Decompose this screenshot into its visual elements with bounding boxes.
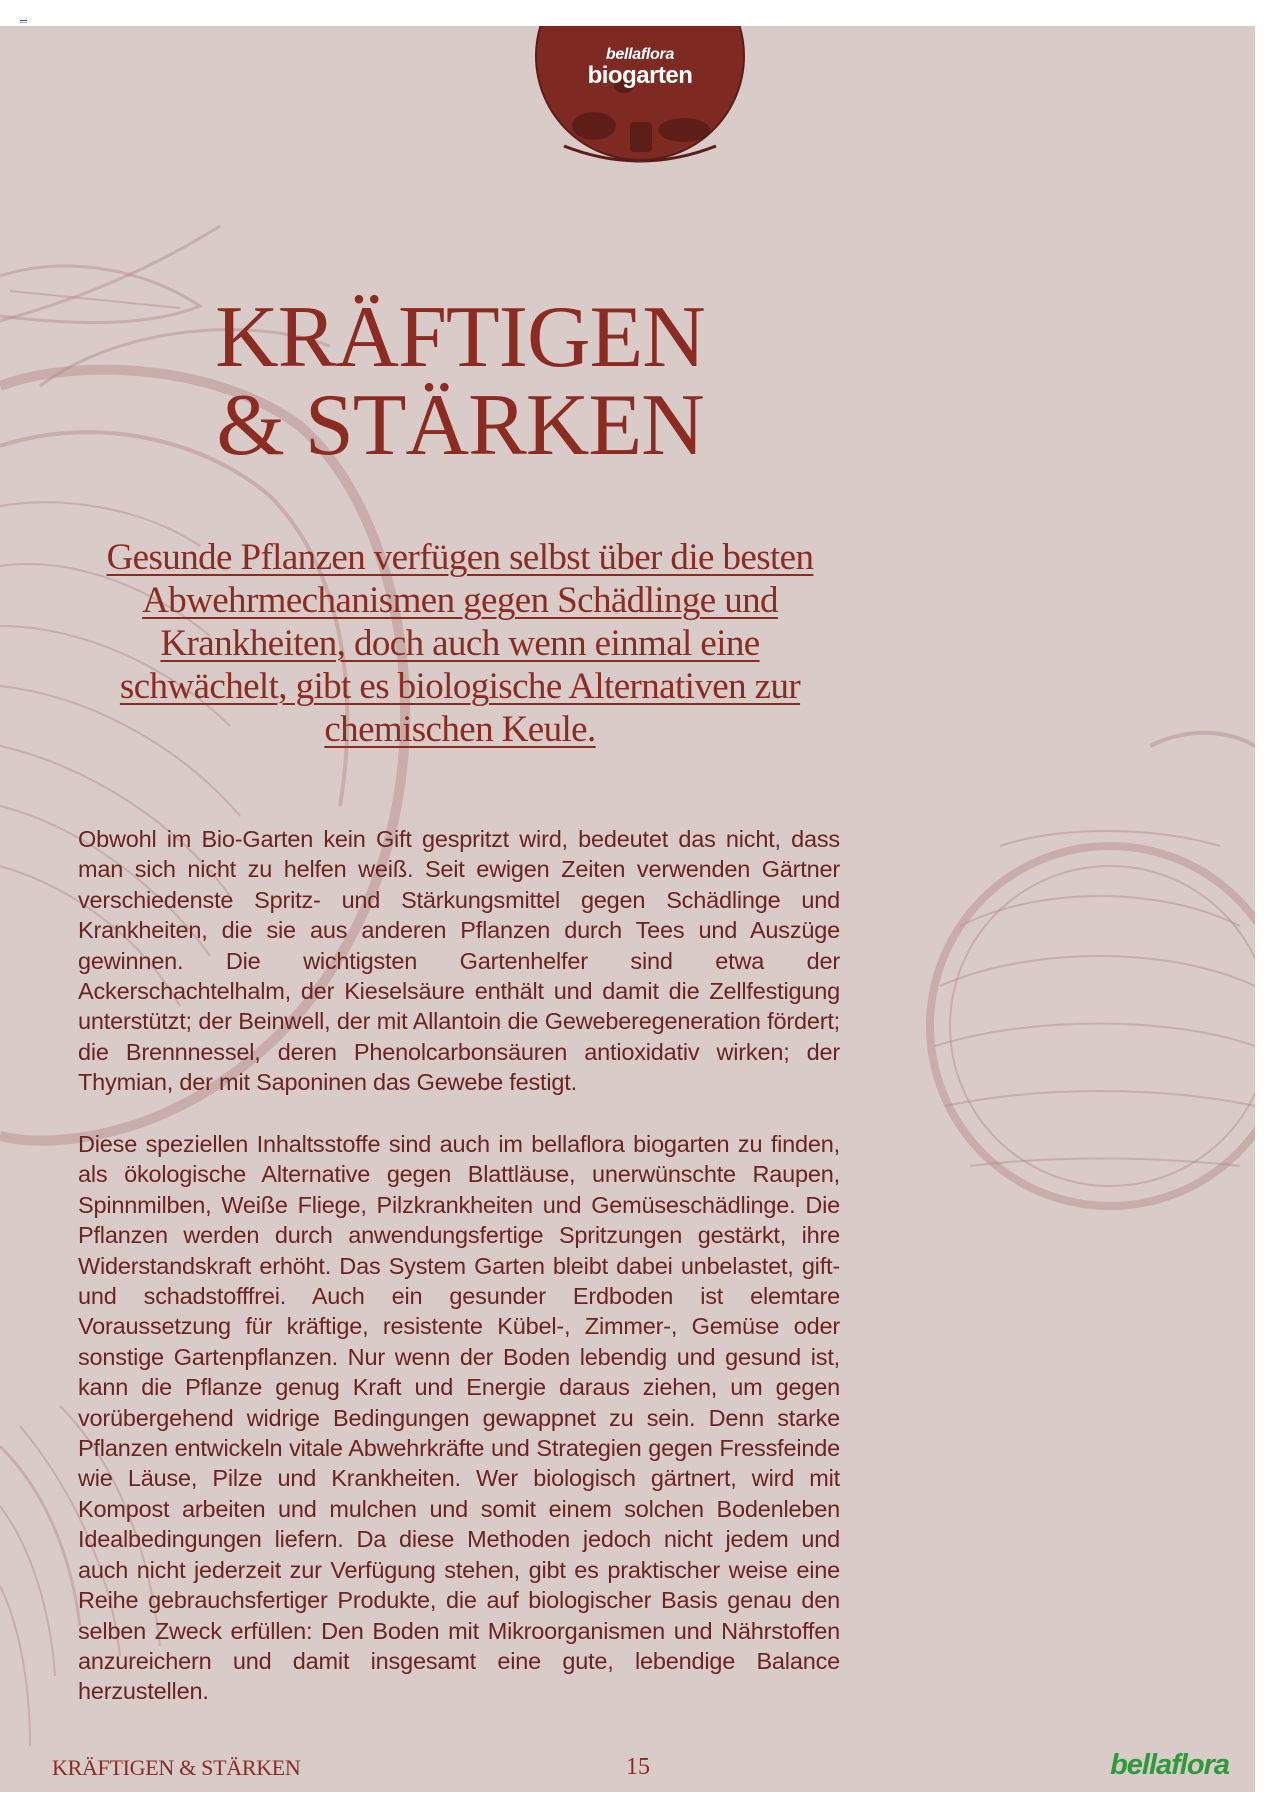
bellaflora-biogarten-badge xyxy=(534,26,746,164)
magazine-page xyxy=(0,26,1255,1792)
lead-paragraph: Gesunde Pflanzen verfügen selbst über die besten Abwehrmechanismen gegen Schädlinge und Krankheiten, doch auch wenn einmal eine schwächelt, gibt es biologische Alternativen zur chemischen Keule. xyxy=(106,537,814,750)
footer-section-title: KRÄFTIGEN & STÄRKEN xyxy=(52,1755,301,1780)
page-title-line-1: KRÄFTIGEN xyxy=(215,289,705,386)
body-paragraph-2: Diese speziellen Inhaltsstoffe sind auch im bellaflora biogarten zu finden, als ökologische Alternative gegen Blattläuse, unerwünschte Raupen, Spinnmilben, Weiße Fliege, Pilzkrankheiten und Gemüseschädlinge. Die Pflanzen werden durch anwendungsfertige Spritzungen gestärkt, ihre Widerstandskraft erhöht. Das System Garten bleibt dabei unbelastet, gift- und schadstofffrei. Auch ein gesunder Erdboden ist elemtare Voraussetzung für kräftige, resistente Kübel-, Zimmer-, Gemüse oder sonstige Gartenpflanzen. Nur wenn der Boden lebendig und gesund ist, kann die Pflanze genug Kraft und Energie daraus ziehen, um gegen vorübergehend widrige Bedingungen gewappnet zu sein. Denn starke Pflanzen entwickeln vitale Abwehrkräfte und Strategien gegen Fressfeinde wie Läuse, Pilze und Krankheiten. Wer biologisch gärtnert, wird mit Kompost arbeiten und mulchen und somit einem solchen Bodenleben Idealbedingungen liefern. Da diese Methoden jedoch nicht jedem und auch nicht jederzeit zur Verfügung stehen, gibt es praktischer weise eine Reihe gebrauchsfertiger Produkte, die auf biologischer Basis genau den selben Zweck erfüllen: Den Boden mit Mikroorganismen und Nährstoffen anzureichern und damit insgesamt eine gute, lebendige Balance herzustellen. xyxy=(78,1131,840,1705)
page-title xyxy=(60,289,860,474)
flag-icon xyxy=(20,20,27,25)
badge-biogarten-label: biogarten xyxy=(587,62,693,89)
brand-logo: bellaflora xyxy=(1110,1749,1229,1781)
body-paragraph-1: Obwohl im Bio-Garten kein Gift gespritzt wird, bedeutet das nicht, dass man sich nicht zu helfen weiß. Seit ewigen Zeiten verwenden Gärtner verschiedenste Spritz- und Stärkungsmittel gegen Schädlinge und Krankheiten, die sie aus anderen Pflanzen durch Tees und Auszüge gewinnen. Die wichtigsten Gartenhelfer sind etwa der Ackerschachtelhalm, der Kieselsäure enthält und damit die Zellfestigung unterstützt; der Beinwell, der mit Allantoin die Geweberegeneration fördert; die Brennnessel, deren Phenolcarbonsäuren antioxidativ wirken; der Thymian, der mit Saponinen das Gewebe festigt. xyxy=(78,826,840,1096)
badge-brand-label: bellaflora xyxy=(605,46,675,63)
page-number: 15 xyxy=(626,1754,650,1780)
page-title-line-2: & STÄRKEN xyxy=(216,377,704,474)
